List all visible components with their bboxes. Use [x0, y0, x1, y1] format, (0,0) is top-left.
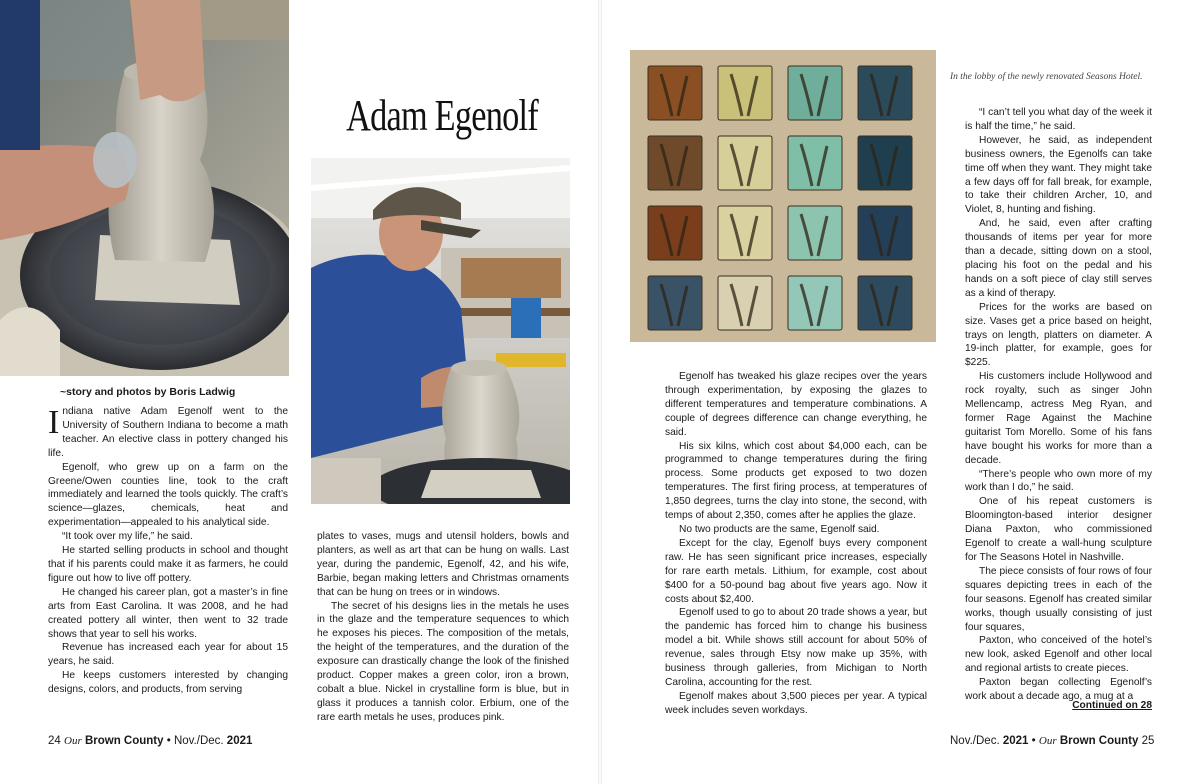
paragraph: His six kilns, which cost about $4,000 each, can be programmed to change temperatures during the firing process. Some products get exposed to two dozen temperatures. The first firing process, at temperatures of 1,850 degrees, turns the clay into stone, the second, with temps of about 2,350, comes after he applies the glaze. [665, 440, 927, 522]
page-number: 25 [1141, 735, 1155, 747]
paragraph: Egenolf used to go to about 20 trade shows a year, but the pandemic has forced him to change his business model a bit. While shows still account for about 50% of revenue, sales through Etsy now make up 35%, with business through galleries, from Michigan to North Carolina, accounting for the rest. [665, 607, 927, 688]
article-column-2 [317, 530, 569, 725]
tile [788, 206, 842, 260]
paragraph: Egenolf, who grew up on a farm on the Greene/Owen counties line, took to the craft immediately and learned the tools quickly. The craft’s science—glazes, chemicals, heat and experimentation—appealed to his analytical side. [48, 461, 288, 529]
magazine-our: Our [64, 735, 82, 747]
paragraph: Paxton began collecting Egenolf’s work about a decade ago, a mug at a [965, 677, 1152, 703]
issue-month: Nov./Dec. [173, 735, 224, 747]
footer-separator: • [166, 735, 171, 747]
page-gutter [598, 0, 602, 784]
paragraph: He changed his career plan, got a master’s in fine arts from East Carolina. It was 2008, and he had created pottery all winter, then went to 32 trade shows that year to sell his works. [48, 586, 288, 640]
paragraph: And, he said, even after crafting thousands of items per year for more than a decade, sitting down on a stool, placing his foot on the pedal and his hands on a soft piece of clay still serves as a kind of therapy. [965, 218, 1152, 299]
tile [648, 276, 702, 330]
tile [858, 66, 912, 120]
footer-separator: • [1031, 735, 1036, 747]
tile [858, 136, 912, 190]
tile [788, 136, 842, 190]
paragraph: “It took over my life,” he said. [62, 531, 193, 543]
photo-potter-portrait [311, 158, 570, 504]
footer-left [48, 735, 252, 747]
paragraph: No two products are the same, Egenolf said. [679, 523, 880, 535]
page-number: 24 [48, 735, 61, 747]
tile [648, 136, 702, 190]
article-column-3 [665, 370, 927, 718]
tile [788, 276, 842, 330]
tile [648, 66, 702, 120]
photo-tile-artwork [630, 50, 936, 342]
tile-grid [630, 50, 936, 342]
tile [648, 206, 702, 260]
paragraph: plates to vases, mugs and utensil holders, bowls and planters, as well as art that can be hung on walls. Last year, during the pandemic, Egenolf, 42, and his wife, Barbie, began making letters and Christmas ornaments that can be hung on trees or in windows. [317, 531, 569, 598]
tile [718, 136, 772, 190]
paragraph: He keeps customers interested by changing designs, colors, and products, from serving [48, 670, 288, 696]
issue-month: Nov./Dec. [950, 735, 1000, 747]
paragraph: Prices for the works are based on size. Vases get a price based on height, trays on length, platters on diameter. A 19-inch platter, for example, goes for $225. [965, 301, 1152, 369]
photo-pottery-wheel [0, 0, 289, 376]
magazine-our: Our [1038, 735, 1057, 747]
byline: ~story and photos by Boris Ladwig [60, 386, 236, 398]
tile [858, 206, 912, 260]
article-column-1 [48, 405, 288, 697]
tile [788, 66, 842, 120]
paragraph: Egenolf has tweaked his glaze recipes over the years through experimentation, by exposing the glazes to different temperatures and temperature combinations. A couple of degrees difference can change everything, he said. [665, 371, 927, 438]
paragraph: ndiana native Adam Egenolf went to the University of Southern Indiana to become a math teacher. An elective class in pottery changed his life. [48, 406, 288, 459]
tile [718, 66, 772, 120]
paragraph: His customers include Hollywood and rock royalty, such as singer John Mellencamp, actress Meg Ryan, and former Rage Against the Machine guitarist Tom Morello. Some of his fans have bought his works for more than a decade. [965, 371, 1152, 466]
paragraph: Egenolf makes about 3,500 pieces per year. A typical week includes seven workdays. [665, 690, 927, 716]
tile [858, 276, 912, 330]
paragraph: Except for the clay, Egenolf buys every component raw. He has seen significant price increases, especially for rare earth metals. Lithium, for example, cost about $400 for a 50-pound bag about five years ago. Now it costs about $2,400. [665, 537, 927, 605]
magazine-name: Brown County [84, 735, 164, 747]
issue-year: 2021 [1002, 735, 1029, 747]
tile [718, 206, 772, 260]
magazine-name: Brown County [1059, 735, 1139, 747]
paragraph: Revenue has increased each year for about 15 years, he said. [48, 642, 288, 668]
paragraph: One of his repeat customers is Bloomington-based interior designer Diana Paxton, who commissioned Egenolf to create a wall-hung sculpture for The Seasons Hotel in Nashville. [965, 496, 1152, 563]
paragraph: “I can’t tell you what day of the week it is half the time,” he said. [965, 107, 1152, 132]
article-column-4 [965, 106, 1152, 704]
issue-year: 2021 [226, 735, 253, 747]
tile [718, 276, 772, 330]
paragraph: However, he said, as independent business owners, the Egenolfs can take time off when they want. They might take a few days off for fall break, for example, to take their children Archer, 10, and Violet, 8, hunting and fishing. [965, 134, 1152, 216]
drop-cap: I [48, 404, 60, 441]
paragraph: The secret of his designs lies in the metals he uses in the glaze and the temperature sequences to which he exposes his pieces. The composition of the metals, the height of the temperatures, and the duration of the exposure can drastically change the look of the finished product. Copper makes a green color, iron a brown, cobalt a blue. Nickel in crystalline form is blue, but in glass it produces a tannish color. Erbium, one of the rare earth metals he uses, produces pink. [317, 600, 569, 723]
footer-right [950, 735, 1154, 747]
continued-link[interactable]: Continued on 28 [1072, 700, 1152, 711]
paragraph: Paxton, who conceived of the hotel’s new look, asked Egenolf and other local and regional artists to create pieces. [965, 635, 1152, 675]
paragraph: He started selling products in school and thought that if his parents could make it as farmers, he could figure out how to live off pottery. [48, 545, 288, 584]
article-title: Adam Egenolf [346, 91, 538, 140]
photo-caption: In the lobby of the newly renovated Seasons Hotel. [950, 72, 1143, 82]
paragraph: The piece consists of four rows of four squares depicting trees in each of the four seasons. Egenolf has created similar works, though usually consisting of just four squares, [965, 565, 1152, 633]
paragraph: “There’s people who own more of my work than I do,” he said. [965, 468, 1152, 494]
